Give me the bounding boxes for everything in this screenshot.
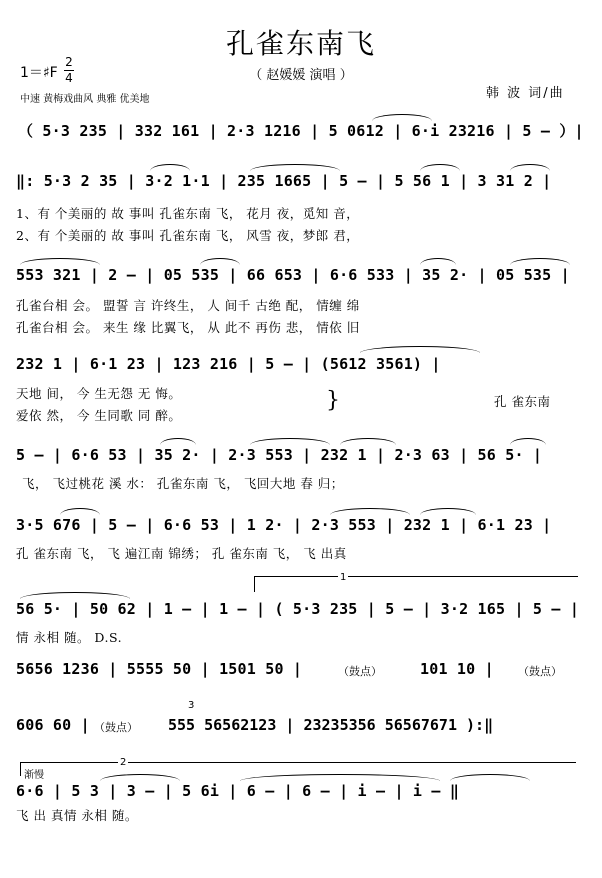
notation-row-8: 606 60 | [16, 716, 90, 734]
volta-bracket-edge [254, 576, 255, 592]
slur [372, 114, 432, 121]
lyric-verse-1: 孔雀台相 会。 盟誓 言 许终生， 人 间千 古绝 配， 情缠 绵 [16, 298, 360, 313]
volta-bracket [20, 762, 576, 763]
lyric-verse-2: 孔雀台相 会。 来生 缘 比翼飞， 从 此不 再伤 悲， 情依 旧 [16, 320, 360, 335]
lyric-verse-1: 飞 出 真情 永相 随。 [16, 808, 138, 823]
lyric-verse-2: 爱依 然， 今 生同歌 同 醉。 [16, 408, 182, 423]
drum-label: （鼓点） [338, 665, 382, 678]
slur [100, 774, 180, 781]
side-lyric: 孔 雀东南 [494, 394, 551, 409]
slur [250, 164, 340, 171]
notation-row-7b: 101 10 | [420, 660, 494, 678]
slur [160, 438, 196, 445]
volta-bracket-edge [20, 762, 21, 776]
song-title: 孔雀东南飞 [225, 27, 376, 60]
notation-row-3: 232 1 | 6·1 23 | 123 216 | 5 – | (5612 3561) | [16, 355, 441, 373]
notation-row-7: 5656 1236 | 5555 50 | 1501 50 | [16, 660, 303, 678]
volta-number: 2 [120, 757, 127, 768]
slur [150, 164, 190, 171]
notation-row-5: 3·5 676 | 5 – | 6·6 53 | 1 2· | 2·3 553 | 232 1 | 6·1 23 | [16, 516, 552, 534]
notation-row-6: 56 5· | 50 62 | 1 – | 1 – | ( 5·3 235 | 5 – | 3·2 165 | 5 – | [16, 600, 580, 618]
time-bottom: 4 [65, 71, 73, 85]
lyric-verse-1: 天地 间， 今 生无怨 无 悔。 [16, 386, 182, 401]
key-signature: 1＝♯F [20, 65, 58, 81]
notation-row-2: 553 321 | 2 – | 05 535 | 66 653 | 6·6 533 | 35 2· | 05 535 | [16, 266, 570, 284]
notation-row-4: 5 – | 6·6 53 | 35 2· | 2·3 553 | 232 1 | 2·3 63 | 56 5· | [16, 446, 543, 464]
slur [420, 164, 460, 171]
author-credit: 韩 波 词/曲 [486, 86, 565, 101]
slur [420, 508, 476, 515]
slur [510, 438, 546, 445]
slur [340, 438, 396, 445]
volta-number: 1 [340, 572, 347, 583]
ritardando-label: 渐慢 [24, 770, 44, 781]
drum-label: （鼓点） [518, 665, 562, 678]
lyric-verse-1: 1、有 个美丽的 故 事叫 孔雀东南 飞， 花月 夜，觅知 音， [16, 206, 360, 221]
brace: } [326, 388, 341, 413]
volta-bracket [254, 576, 578, 577]
slur [20, 258, 100, 265]
notation-row-1: ‖: 5·3 2 35 | 3·2 1·1 | 235 1665 | 5 – | 5 56 1 | 3 31 2 | [16, 172, 552, 190]
slur [420, 258, 456, 265]
notation-row-9: 6·6 | 5 3 | 3 – | 5 6i | 6 – | 6 – | i – | i – ‖ [16, 782, 460, 800]
slur [20, 592, 130, 599]
slur [510, 164, 550, 171]
notation-row-8b: 555 56562123 | 23235356 56567671 ):‖ [168, 716, 494, 734]
slur [510, 258, 570, 265]
time-signature [64, 56, 74, 85]
slur [360, 346, 480, 353]
triplet-mark: 3 [188, 700, 195, 711]
time-top: 2 [65, 55, 73, 69]
lyric-verse-1: 孔 雀东南 飞， 飞 遍江南 锦绣； 孔 雀东南 飞， 飞 出真 [16, 546, 347, 561]
lyric-verse-1: 飞， 飞过桃花 溪 水： 孔雀东南 飞， 飞回大地 春 归； [22, 476, 344, 491]
slur [200, 258, 240, 265]
lyric-verse-1: 情 永相 随。 D.S. [16, 630, 123, 645]
slur [450, 774, 530, 781]
slur [250, 438, 330, 445]
tempo-marking: 中速 黄梅戏曲风 典雅 优美地 [20, 94, 150, 105]
lyric-verse-2: 2、有 个美丽的 故 事叫 孔雀东南 飞， 风雪 夜，梦郎 君， [16, 228, 360, 243]
drum-label: （鼓点） [94, 721, 138, 734]
slur [60, 508, 100, 515]
slur [330, 508, 410, 515]
notation-row-intro: （ 5·3 235 | 332 161 | 2·3 1216 | 5 0612 | 6·i 23216 | 5 – ）| [18, 122, 584, 140]
singer-credit: （ 赵媛媛 演唱 ） [249, 68, 353, 83]
slur [240, 774, 440, 781]
